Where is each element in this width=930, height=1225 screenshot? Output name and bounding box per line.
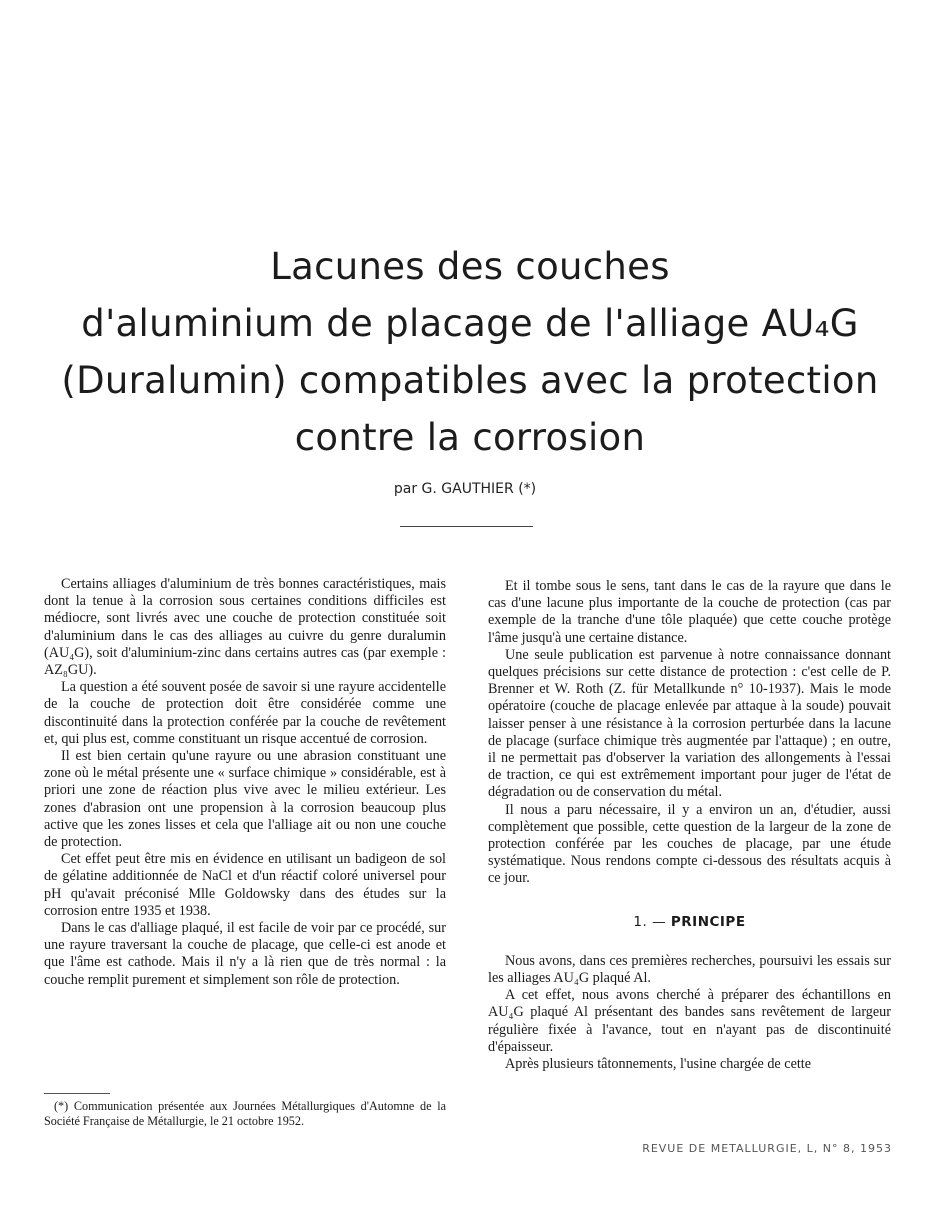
title-line: d'aluminium de placage de l'alliage AU₄G	[81, 302, 859, 345]
paragraph: La question a été souvent posée de savoir si une rayure accidentelle de la couche de protection doit être considérée comme une discontinuité dans la protection conférée par la couche de revêtement et, qui plus est, comme constituant un risque accentué de corrosion.	[44, 679, 446, 747]
author-line: par G. GAUTHIER (*)	[393, 481, 537, 497]
running-footer: REVUE DE METALLURGIE, L, N° 8, 1953	[642, 1142, 892, 1155]
title-divider	[400, 526, 533, 527]
left-column	[44, 576, 446, 989]
article-title	[40, 238, 900, 466]
paragraph: Nous avons, dans ces premières recherches, poursuivi les essais sur les alliages AU₄G plaqué Al.	[488, 952, 891, 987]
paragraph: Une seule publication est parvenue à notre connaissance donnant quelques précisions sur cette distance de protection : c'est celle de P. Brenner et W. Roth (Z. für Metallkunde n° 10-1937). Mais le mode opératoire (couche de placage enlevée par attaque à la soude) pouvait laisser penser à une résistance à la corrosion perturbée dans la lacune de placage (surface chimique très augmentée par l'attaque) ; en outre, il ne permettait pas d'observer la variation des allongements à l'essai de traction, ce qui est extrêmement important pour juger de l'état de dégradation ou de conservation du métal.	[488, 646, 891, 801]
paragraph: Cet effet peut être mis en évidence en utilisant un badigeon de sol de gélatine additionnée de NaCl et d'un réactif coloré universel pour pH qu'avait préconisé Mlle Goldowsky dans des études sur la corrosion entre 1935 et 1938.	[44, 851, 446, 919]
section-name: PRINCIPE	[670, 913, 746, 930]
paragraph: Certains alliages d'aluminium de très bonnes caractéristiques, mais dont la tenue à la corrosion sous certaines conditions difficiles est médiocre, sont livrés avec une couche de protection constituée soit d'aluminium dans le cas des alliages au cuivre du genre duralumin (AU₄G), soit d'aluminium-zinc dans certains autres cas (par exemple : AZ₈GU).	[44, 576, 446, 679]
paragraph: Et il tombe sous le sens, tant dans le cas de la rayure que dans le cas d'une lacune plus importante de la couche de protection (cas par exemple de la tranche d'une tôle plaquée) que cette couche protège l'âme jusqu'à une certaine distance.	[488, 578, 891, 646]
paragraph: Dans le cas d'alliage plaqué, il est facile de voir par ce procédé, sur une rayure traversant la couche de placage, que celle-ci est anode et que l'âme est cathode. Mais il n'y a là rien que de très normal : la couche remplit purement et simplement son rôle de protection.	[44, 920, 446, 988]
section-number: 1. —	[633, 913, 667, 930]
paragraph: Il est bien certain qu'une rayure ou une abrasion constituant une zone où le métal présente une « surface chimique » considérable, est à priori une zone de réaction plus vive avec le milieu extérieur. Les zones d'abrasion ont une propension à la corrosion beaucoup plus active que les zones lisses et cela que l'alliage ait ou non une couche de protection.	[44, 748, 446, 851]
section-heading	[488, 914, 891, 931]
title-line: contre la corrosion	[294, 416, 646, 459]
footnote-divider	[44, 1093, 110, 1094]
footnote: (*) Communication présentée aux Journées Métallurgiques d'Automne de la Société Française de Métallurgie, le 21 octobre 1952.	[44, 1099, 446, 1128]
title-line: (Duralumin) compatibles avec la protection	[61, 359, 879, 402]
title-line: Lacunes des couches	[270, 245, 670, 288]
paragraph: Il nous a paru nécessaire, il y a environ un an, d'étudier, aussi complètement que possible, cette question de la largeur de la zone de protection conférée par les couches de placage, par une étude systématique. Nous rendons compte ci-dessous des résultats acquis à ce jour.	[488, 801, 891, 887]
right-column	[488, 578, 891, 1073]
paragraph: A cet effet, nous avons cherché à préparer des échantillons en AU₄G plaqué Al présentant des bandes sans revêtement de largeur régulière fixée à l'avance, tout en n'ayant pas de discontinuité d'épaisseur.	[488, 987, 891, 1055]
paragraph: Après plusieurs tâtonnements, l'usine chargée de cette	[505, 1056, 812, 1073]
